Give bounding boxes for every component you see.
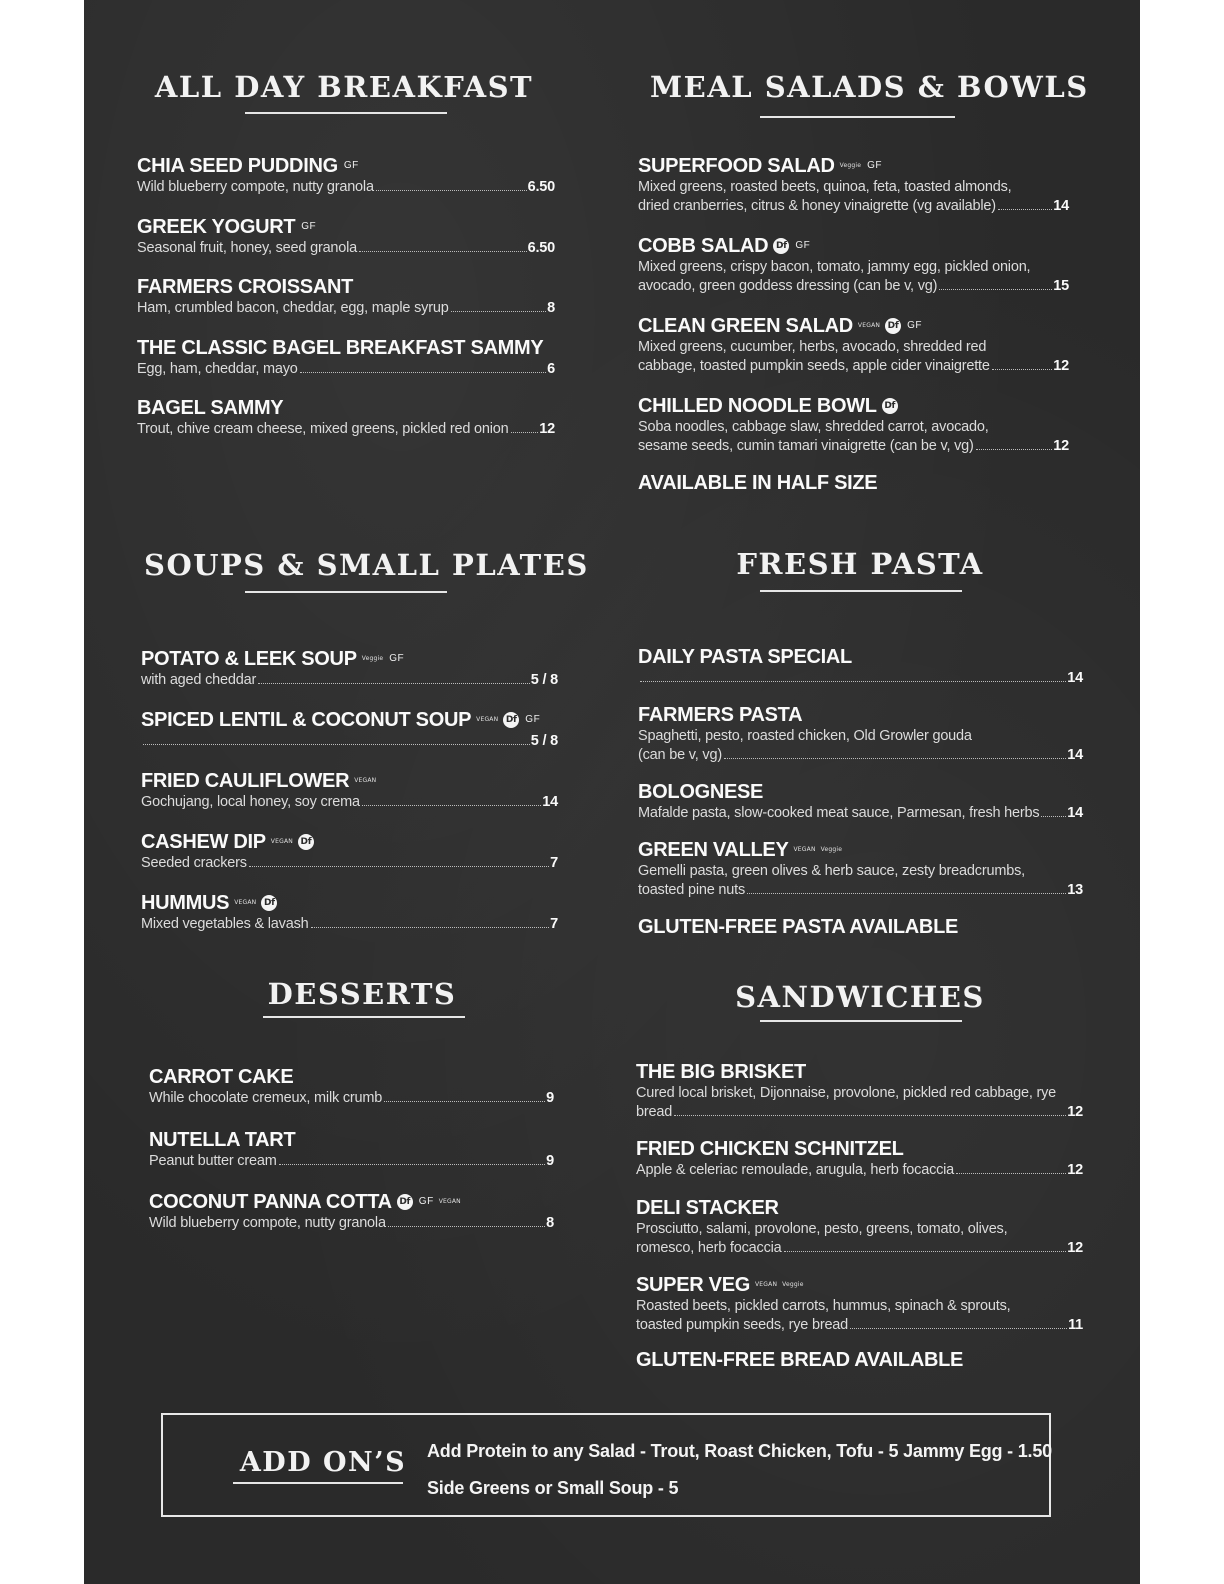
menu-item-title: NUTELLA TART <box>149 1128 296 1151</box>
vegan-badge: VEGAN <box>793 846 816 853</box>
title-underline <box>233 1482 403 1484</box>
menu-item-name <box>137 336 555 360</box>
menu-item <box>638 314 1069 376</box>
menu-item <box>141 891 558 934</box>
dairy-free-icon: Df <box>773 238 789 254</box>
dot-leader <box>674 1114 1066 1116</box>
menu-item-description <box>636 1220 1083 1239</box>
menu-item-name <box>137 275 555 299</box>
gluten-free-pasta-note: GLUTEN-FREE PASTA AVAILABLE <box>638 916 959 938</box>
description-text: Roasted beets, pickled carrots, hummus, spinach & sprouts, <box>636 1298 1011 1314</box>
menu-item-description-priced <box>141 915 558 934</box>
vegan-badge: VEGAN <box>354 777 377 784</box>
vegan-badge: VEGAN <box>755 1281 778 1288</box>
description-text: cabbage, toasted pumpkin seeds, apple cider vinaigrette <box>638 358 990 374</box>
description-text: While chocolate cremeux, milk crumb <box>149 1090 383 1106</box>
description-text: with aged cheddar <box>141 672 257 688</box>
dot-leader <box>784 1250 1067 1252</box>
section-title-sandwiches: SANDWICHES <box>735 980 985 1014</box>
menu-item-title: CASHEW DIP <box>141 831 266 853</box>
menu-item-price: 12 <box>1067 1162 1083 1178</box>
gluten-free-badge: GF <box>525 714 541 725</box>
menu-item-price: 13 <box>1067 882 1083 898</box>
dot-leader <box>359 250 527 252</box>
description-text: sesame seeds, cumin tamari vinaigrette (can be v, vg) <box>638 438 974 454</box>
menu-item-price: 15 <box>1053 278 1069 294</box>
menu-item-price: 14 <box>1053 198 1069 214</box>
menu-item-description-priced <box>638 357 1069 376</box>
menu-item-description <box>636 1297 1083 1316</box>
dairy-free-icon: Df <box>397 1194 413 1210</box>
menu-item-name <box>137 154 555 178</box>
menu-item-description-priced <box>141 793 558 812</box>
menu-item-description-priced <box>141 671 558 690</box>
menu-item <box>141 769 558 812</box>
dot-leader <box>976 448 1053 450</box>
vegan-badge: VEGAN <box>438 1198 461 1205</box>
menu-item-description <box>638 418 1069 437</box>
menu-item-description <box>636 1084 1083 1103</box>
gluten-free-badge: GF <box>795 240 811 251</box>
menu-item <box>137 215 555 258</box>
description-text: Mixed vegetables & lavash <box>141 916 309 932</box>
menu-item <box>636 1273 1083 1335</box>
menu-item-description-priced <box>137 178 555 197</box>
menu-item-name <box>638 703 1083 727</box>
menu-item-price: 8 <box>547 300 555 316</box>
description-text: Prosciutto, salami, provolone, pesto, greens, tomato, olives, <box>636 1221 1008 1237</box>
menu-item-price: 6 <box>547 360 555 377</box>
description-text: Trout, chive cream cheese, mixed greens, pickled red onion <box>137 421 509 437</box>
menu-item-description-priced <box>638 881 1083 900</box>
veggie-badge: Veggie <box>782 1281 804 1288</box>
description-text: Spaghetti, pesto, roasted chicken, Old Growler gouda <box>638 728 972 744</box>
menu-item-price: 6.50 <box>527 239 555 256</box>
addons-line-sides: Side Greens or Small Soup - 5 <box>427 1478 679 1498</box>
dot-leader <box>143 743 530 745</box>
menu-item-price: 12 <box>1067 1104 1083 1120</box>
dot-leader <box>311 926 550 928</box>
menu-item <box>638 703 1083 765</box>
menu-item-title: CLEAN GREEN SALAD <box>638 315 853 337</box>
menu-item <box>149 1128 554 1171</box>
description-text: Peanut butter cream <box>149 1152 277 1169</box>
description-text: Ham, crumbled bacon, cheddar, egg, maple syrup <box>137 300 449 316</box>
menu-item-name <box>638 394 1069 418</box>
menu-item-title: COBB SALAD <box>638 235 769 257</box>
dairy-free-icon: Df <box>298 834 314 850</box>
gluten-free-badge: GF <box>907 320 922 331</box>
menu-item-name <box>137 396 555 420</box>
menu-item-title: BOLOGNESE <box>638 781 764 803</box>
vegan-badge: VEGAN <box>270 838 293 845</box>
menu-item <box>638 394 1069 456</box>
description-text: toasted pumpkin seeds, rye bread <box>636 1317 849 1333</box>
menu-item-description-priced <box>149 1214 554 1233</box>
gluten-free-bread-note: GLUTEN-FREE BREAD AVAILABLE <box>636 1349 964 1371</box>
description-text: Gemelli pasta, green olives & herb sauce, zesty breadcrumbs, <box>638 863 1025 879</box>
menu-item-title: DAILY PASTA SPECIAL <box>638 646 852 668</box>
menu-item-name <box>636 1137 1083 1161</box>
section-title-pasta: FRESH PASTA <box>736 547 984 581</box>
menu-item <box>638 780 1083 823</box>
menu-item-name <box>636 1060 1083 1084</box>
title-underline <box>245 112 447 114</box>
menu-item <box>636 1060 1083 1122</box>
menu-item-price: 7 <box>550 916 558 932</box>
dot-leader <box>1041 815 1066 817</box>
half-size-note: AVAILABLE IN HALF SIZE <box>638 472 878 494</box>
dot-leader <box>376 189 527 191</box>
menu-item-title: COCONUT PANNA COTTA <box>149 1191 392 1213</box>
menu-item-name <box>149 1128 554 1152</box>
menu-item-description-priced <box>638 197 1069 216</box>
menu-item-description-priced <box>137 299 555 318</box>
menu-item <box>137 396 555 439</box>
menu-item-description-priced <box>638 804 1083 823</box>
menu-item-price: 8 <box>546 1215 554 1231</box>
menu-item-title: SUPER VEG <box>636 1274 750 1296</box>
vegan-badge: VEGAN <box>476 716 499 723</box>
dot-leader <box>249 865 549 867</box>
menu-item <box>141 708 558 751</box>
menu-item-price: 12 <box>1053 358 1069 374</box>
menu-item-description-priced <box>636 1316 1083 1335</box>
description-text: dried cranberries, citrus & honey vinaigrette (vg available) <box>638 198 996 214</box>
menu-item-description-priced <box>137 420 555 439</box>
menu-item-title: THE BIG BRISKET <box>636 1061 806 1083</box>
menu-item-name <box>149 1190 554 1214</box>
menu-item-title: FARMERS PASTA <box>638 704 803 726</box>
description-text: bread <box>636 1104 673 1120</box>
title-underline <box>263 1016 465 1018</box>
menu-item <box>638 234 1069 296</box>
vegan-badge: VEGAN <box>857 322 881 329</box>
dot-leader <box>258 682 530 684</box>
menu-item-description-priced <box>636 1239 1083 1258</box>
menu-item-description-priced <box>638 669 1083 688</box>
menu-item-price: 9 <box>546 1090 554 1106</box>
section-title-desserts: DESSERTS <box>267 977 457 1011</box>
menu-item-name <box>141 769 558 793</box>
dot-leader <box>998 208 1052 210</box>
menu-item <box>141 830 558 873</box>
title-underline <box>760 590 962 592</box>
menu-item <box>638 645 1083 688</box>
dairy-free-icon: Df <box>882 398 898 414</box>
menu-item-description <box>638 178 1069 197</box>
menu-item-name <box>638 314 1069 338</box>
menu-item-description-priced <box>137 360 555 379</box>
menu-item-description <box>638 338 1069 357</box>
menu-item <box>636 1137 1083 1180</box>
menu-item <box>636 1196 1083 1258</box>
menu-item-price: 12 <box>1067 1240 1083 1256</box>
dairy-free-icon: Df <box>261 895 277 911</box>
menu-item-price: 14 <box>1067 670 1083 686</box>
menu-item-price: 12 <box>539 421 555 437</box>
menu-item <box>149 1190 554 1233</box>
veggie-badge: Veggie <box>361 655 384 662</box>
dot-leader <box>956 1172 1066 1174</box>
description-text: Wild blueberry compote, nutty granola <box>137 179 374 195</box>
menu-item-name <box>149 1065 554 1089</box>
menu-item-title: CHIA SEED PUDDING <box>137 155 338 177</box>
dairy-free-icon: Df <box>503 712 519 728</box>
menu-item-name <box>638 154 1069 178</box>
menu-item-title: CARROT CAKE <box>149 1066 294 1088</box>
description-text: Apple & celeriac remoulade, arugula, herb focaccia <box>636 1162 955 1178</box>
menu-item-description-priced <box>638 437 1069 456</box>
menu-item-price: 14 <box>1067 747 1083 763</box>
menu-item-title: POTATO & LEEK SOUP <box>141 648 357 670</box>
dot-leader <box>451 310 547 312</box>
section-title-breakfast: ALL DAY BREAKFAST <box>154 70 534 104</box>
menu-item-description-priced <box>149 1152 554 1171</box>
menu-item <box>149 1065 554 1108</box>
menu-item-description <box>638 727 1083 746</box>
addons-line-protein: Add Protein to any Salad - Trout, Roast Chicken, Tofu - 5 Jammy Egg - 1.50 <box>427 1441 1052 1461</box>
menu-item-name <box>141 647 558 671</box>
description-text: Wild blueberry compote, nutty granola <box>149 1215 386 1231</box>
dot-leader <box>362 804 541 806</box>
menu-item-title: DELI STACKER <box>636 1197 779 1219</box>
menu-item-description-priced <box>636 1103 1083 1122</box>
menu-item <box>141 647 558 690</box>
menu-item <box>137 275 555 318</box>
section-title-soups: SOUPS & SMALL PLATES <box>144 548 589 582</box>
dot-leader <box>640 680 1066 682</box>
menu-item-title: GREEN VALLEY <box>638 839 789 861</box>
menu-item-description-priced <box>638 277 1069 296</box>
dot-leader <box>384 1100 545 1102</box>
menu-item-price: 14 <box>1067 805 1083 821</box>
menu-item-name <box>638 234 1069 258</box>
gluten-free-badge: GF <box>418 1196 434 1207</box>
menu-item-name <box>638 645 1083 669</box>
menu-item-title: FRIED CAULIFLOWER <box>141 770 350 792</box>
menu-item-name <box>141 708 558 732</box>
dot-leader <box>511 431 539 433</box>
menu-item <box>137 154 555 197</box>
menu-board <box>84 0 1140 1584</box>
dot-leader <box>388 1225 545 1227</box>
dot-leader <box>300 371 546 373</box>
title-underline <box>245 591 447 593</box>
veggie-badge: Veggie <box>839 162 862 169</box>
menu-item-name <box>638 838 1083 862</box>
gluten-free-badge: GF <box>301 220 317 232</box>
menu-item-title: FARMERS CROISSANT <box>137 276 354 298</box>
menu-item-price: 12 <box>1053 438 1069 454</box>
gluten-free-badge: GF <box>389 653 405 664</box>
title-underline <box>760 116 955 118</box>
menu-item-title: HUMMUS <box>141 892 230 914</box>
menu-item-price: 6.50 <box>527 179 555 195</box>
description-text: Soba noodles, cabbage slaw, shredded carrot, avocado, <box>638 419 989 435</box>
dot-leader <box>747 892 1066 894</box>
description-text: Gochujang, local honey, soy crema <box>141 794 360 810</box>
description-text: Egg, ham, cheddar, mayo <box>137 360 298 377</box>
description-text: (can be v, vg) <box>638 747 722 763</box>
menu-item-name <box>137 215 555 239</box>
description-text: Mixed greens, cucumber, herbs, avocado, shredded red <box>638 339 987 355</box>
menu-item-description-priced <box>149 1089 554 1108</box>
menu-item-name <box>636 1196 1083 1220</box>
dot-leader <box>992 368 1053 370</box>
menu-item-name <box>636 1273 1083 1297</box>
menu-item-name <box>141 830 558 854</box>
menu-item-price: 7 <box>550 855 558 871</box>
dot-leader <box>724 757 1066 759</box>
menu-item-title: SPICED LENTIL & COCONUT SOUP <box>141 709 472 731</box>
dot-leader <box>279 1163 546 1165</box>
description-text: Mixed greens, roasted beets, quinoa, feta, toasted almonds, <box>638 179 1012 195</box>
menu-item-title: CHILLED NOODLE BOWL <box>638 395 877 417</box>
dairy-free-icon: Df <box>885 318 901 334</box>
menu-item-name <box>638 780 1083 804</box>
section-title-salads: MEAL SALADS & BOWLS <box>650 70 1089 104</box>
dot-leader <box>850 1327 1067 1329</box>
gluten-free-badge: GF <box>343 160 359 171</box>
menu-item-description <box>638 258 1069 277</box>
menu-item <box>137 336 555 379</box>
gluten-free-badge: GF <box>867 160 883 171</box>
menu-item-price: 14 <box>542 794 558 810</box>
menu-item-description-priced <box>141 732 558 751</box>
description-text: avocado, green goddess dressing (can be v, vg) <box>638 278 938 294</box>
menu-item-price: 5 / 8 <box>530 672 558 688</box>
description-text: Mixed greens, crispy bacon, tomato, jammy egg, pickled onion, <box>638 259 1031 275</box>
description-text: toasted pine nuts <box>638 882 746 898</box>
description-text: Mafalde pasta, slow-cooked meat sauce, Parmesan, fresh herbs <box>638 805 1040 821</box>
description-text: Cured local brisket, Dijonnaise, provolone, pickled red cabbage, rye <box>636 1085 1057 1101</box>
menu-item <box>638 838 1083 900</box>
menu-item-name <box>141 891 558 915</box>
dot-leader <box>939 288 1052 290</box>
description-text: Seeded crackers <box>141 855 247 871</box>
description-text: Seasonal fruit, honey, seed granola <box>137 239 358 256</box>
menu-item-description <box>638 862 1083 881</box>
menu-item-price: 11 <box>1068 1317 1083 1333</box>
addons-box <box>161 1413 1051 1517</box>
menu-item-title: FRIED CHICKEN SCHNITZEL <box>636 1138 904 1160</box>
veggie-badge: Veggie <box>820 846 843 853</box>
addons-title: ADD ON’S <box>239 1447 407 1478</box>
menu-item-price: 9 <box>546 1152 554 1169</box>
menu-item-description-priced <box>141 854 558 873</box>
menu-item <box>638 154 1069 216</box>
menu-item-title: THE CLASSIC BAGEL BREAKFAST SAMMY <box>137 336 544 359</box>
menu-item-price: 5 / 8 <box>530 733 558 749</box>
menu-item-description-priced <box>636 1161 1083 1180</box>
vegan-badge: VEGAN <box>234 899 257 906</box>
menu-item-description-priced <box>137 239 555 258</box>
menu-item-title: GREEK YOGURT <box>137 215 296 238</box>
description-text: romesco, herb focaccia <box>636 1240 782 1256</box>
menu-item-title: SUPERFOOD SALAD <box>638 155 835 177</box>
title-underline <box>760 1020 962 1022</box>
menu-item-title: BAGEL SAMMY <box>137 397 284 419</box>
menu-item-description-priced <box>638 746 1083 765</box>
